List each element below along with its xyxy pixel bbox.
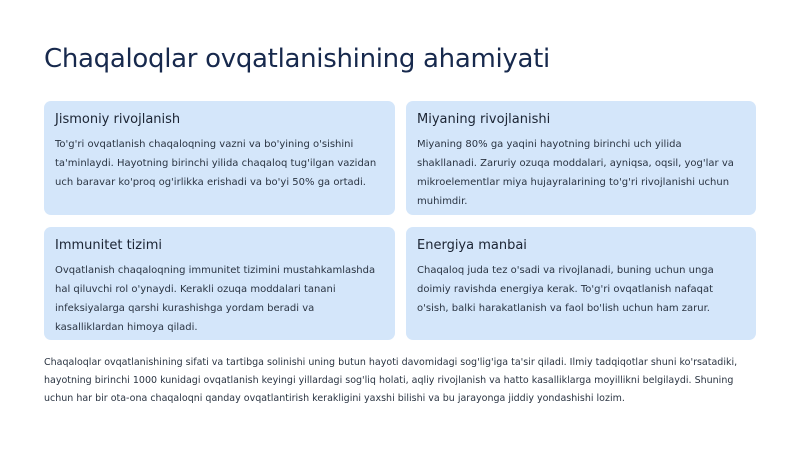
card-text: Ovqatlanish chaqaloqning immunitet tizimini mustahkamlashda hal qiluvchi rol o'ynaydi. Kerakli ozuqa moddalari tanani infeksiyalarga qarshi kurashishga yordam beradi va kasalliklardan himoya qiladi. [55,265,376,333]
card-text: Miyaning 80% ga yaqini hayotning birinchi uch yilida shakllanadi. Zaruriy ozuqa moddalari, ayniqsa, oqsil, yog'lar va mikroelementlar miya hujayralarining to'g'ri rivojlanishi uchun muhimdir. [417,139,734,207]
summary-paragraph: Chaqaloqlar ovqatlanishining sifati va tartibga solinishi uning butun hayoti davomidagi sog'lig'iga ta'sir qiladi. Ilmiy tadqiqotlar shuni ko'rsatadiki, hayotning birinchi 1000 kunidagi ovqatlanish keyingi yillardagi sog'liq holati, aqliy rivojlanish va hatto kasalliklarga moyillikni belgilaydi. Shuning uchun har bir ota-ona chaqaloqni qanday ovqatlantirish kerakligini yaxshi bilishi va bu jarayonga jiddiy yondashishi lozim. [44,357,738,404]
card-title: Energiya manbai [417,238,527,253]
card-brain-development [406,101,756,215]
card-energy-source [406,227,756,340]
card-text: To'g'ri ovqatlanish chaqaloqning vazni va bo'yining o'sishini ta'minlaydi. Hayotning birinchi yilida chaqaloq tug'ilgan vazidan uch baravar ko'proq og'irlikka erishadi va bo'yi 50% ga ortadi. [55,139,377,188]
card-text: Chaqaloq juda tez o'sadi va rivojlanadi, buning uchun unga doimiy ravishda energiya kerak. To'g'ri ovqatlanish nafaqat o'sish, balki harakatlanish va faol bo'lish uchun ham zarur. [417,265,714,314]
card-physical-development [44,101,395,215]
page-title: Chaqaloqlar ovqatlanishining ahamiyati [44,44,550,74]
card-immune-system [44,227,395,340]
card-title: Jismoniy rivojlanish [55,112,181,127]
card-title: Miyaning rivojlanishi [417,112,551,127]
card-title: Immunitet tizimi [55,238,162,253]
